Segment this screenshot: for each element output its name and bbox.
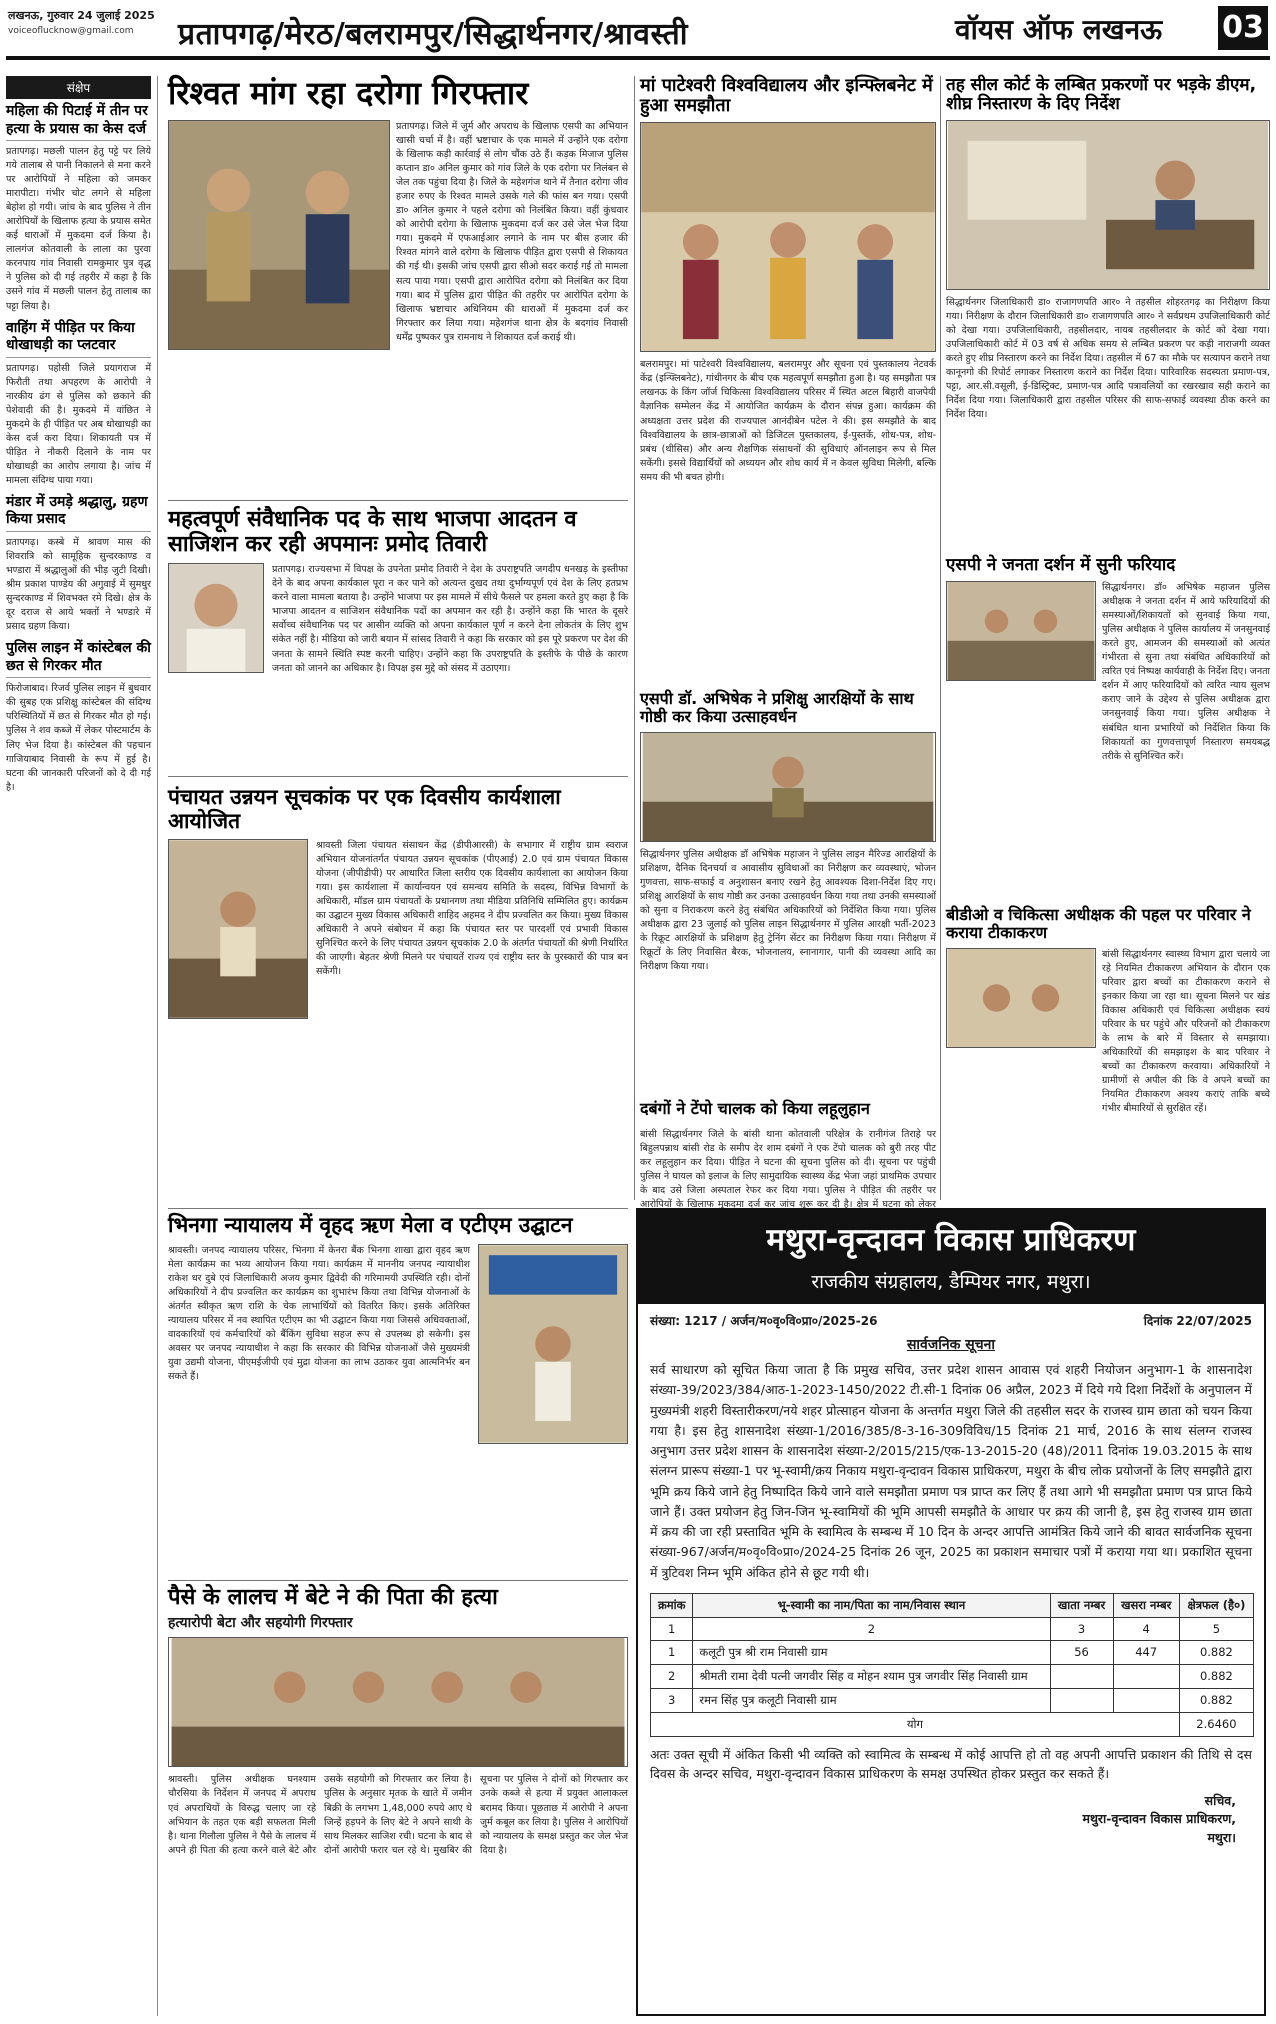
sidebar-headline: वाहिंग में पीड़ित पर किया धोखाधड़ी का प्लटवार xyxy=(6,320,151,358)
sidebar-item xyxy=(6,103,151,314)
table-cell: 1 xyxy=(651,1640,693,1664)
sp-meeting-photo xyxy=(640,732,936,842)
workshop-photo xyxy=(168,839,308,1019)
land-table xyxy=(650,1593,1254,1737)
photo-placeholder xyxy=(641,123,935,351)
public-notice xyxy=(636,1208,1266,2016)
table-cell: 2 xyxy=(693,1617,1050,1640)
sidebar-headline: मंडार में उमड़े श्रद्धालु, ग्रहण किया प्रसाद xyxy=(6,494,151,532)
vaccination-photo xyxy=(946,948,1096,1048)
article-bribe-body-col xyxy=(396,120,628,496)
article-headline: एसपी ने जनता दर्शन में सुनी फरियाद xyxy=(946,555,1176,575)
sidebar-item xyxy=(6,494,151,634)
table-cell xyxy=(1113,1688,1179,1712)
article-headline: मां पाटेश्वरी विश्वविद्यालय और इन्फ्लिबनेट में हुआ समझौता xyxy=(640,75,933,117)
table-row xyxy=(651,1640,1254,1664)
total-value: 2.6460 xyxy=(1179,1712,1253,1736)
photo-placeholder xyxy=(169,840,307,1018)
sidebar-body: फिरोजाबाद। रिजर्व पुलिस लाइन में बुधवार की सुबह एक प्रशिक्षु कांस्टेबल की संदिग्ध परिस्थितियों में छत से गिरकर मौत हो गई। पुलिस ने शव कब्जे में लेकर पोस्टमार्टम के लिए भेज दिया है। कांस्टेबल की पहचान गाजियाबाद निवासी के रूप में हुई है। घटना की जानकारी परिजनों को दे दी गई है। xyxy=(6,683,151,793)
article-body: बलरामपुर। मां पाटेश्वरी विश्वविद्यालय, बलरामपुर और सूचना एवं पुस्तकालय नेटवर्क केंद्र (इन्फ्लिबनेट), गांधीनगर के बीच एक महत्वपूर्ण समझौता हुआ है। यह समझौता पत्र लखनऊ के किंग जॉर्ज चिकित्सा विश्वविद्यालय परिसर में स्थित अटल बिहारी वाजपेयी वैज्ञानिक सम्मेलन केंद्र में आयोजित कार्यक्रम के दौरान संपन्न हुआ। कार्यक्रम की अध्यक्षता उत्तर प्रदेश की राज्यपाल आनंदीबेन पटेल ने की। इस समझौते के बाद विश्वविद्यालय के छात्र-छात्राओं को डिजिटल पुस्तकालय, ई-पुस्तकें, शोध-पत्र, शोध-प्रबंध (थीसिस) और अन्य शैक्षणिक संसाधनों की सुविधाएं ऑनलाइन रूप से मिल सकेंगी। इससे विद्यार्थियों को अध्ययन और शोध कार्य में न केवल सुविधा मिलेगी, बल्कि समय की भी बचत होगी। xyxy=(640,359,936,483)
article-body: सिद्धार्थनगर जिलाधिकारी डा० राजागणपति आर० ने तहसील शोहरतगढ़ का निरीक्षण किया गया। निरीक्षण के दौरान जिलाधिकारी डा० राजागणपति आर० ने सर्वप्रथम उपजिलाधिकारी कोर्ट को देखा गया। उपजिलाधिकारी, तहसीलदार, नायब तहसीलदार के कोर्ट को देखा गया। उपजिलाधिकारी कोर्ट में 03 वर्ष से अधिक समय से लम्बित प्रकरण पर कड़ी नाराजगी व्यक्त करते हुए शीघ्र निस्तारण करने का निर्देश दिया। तहसील में 67 का मौके पर सत्यापन कराने तथा कानूनगो की रिपोर्ट लगाकर निस्तारण कराने का निर्देश दिया। पारिवारिक सदस्यता प्रमाण-पत्र, पट्टा, आर.सी.वसूली, ई-डिस्ट्रिक्ट, प्रमाण-पत्र आदि पत्रावलियों का रखरखाव सही कराने का निर्देश दिया गया। जिलाधिकारी द्वारा तहसील परिसर की साफ-सफाई व्यवस्था ठीक करने का निर्देश दिया। xyxy=(946,297,1270,421)
university-mou-photo xyxy=(640,122,936,352)
sidebar-headline: महिला की पिटाई में तीन पर हत्या के प्रयास का केस दर्ज xyxy=(6,103,151,141)
sign-org: मथुरा-वृन्दावन विकास प्राधिकरण, xyxy=(1082,1811,1236,1827)
header-cell: खाता नम्बर xyxy=(1050,1593,1113,1617)
pramod-tiwari-photo xyxy=(168,563,264,673)
photo-placeholder xyxy=(169,1638,627,1766)
table-cell: 2 xyxy=(651,1664,693,1688)
notice-signature xyxy=(638,1784,1264,1848)
notice-footer: अतः उक्त सूची में अंकित किसी भी व्यक्ति को स्वामित्व के सम्बन्ध में कोई आपत्ति हो तो वह अपनी आपत्ति प्रकाशन की तिथि से दस दिवस के अन्दर सचिव, मथुरा-वृन्दावन विकास प्राधिकरण के समक्ष उपस्थित होकर प्रस्तुत कर सकते हैं। xyxy=(650,1746,1252,1782)
table-cell: 3 xyxy=(1050,1617,1113,1640)
photo-placeholder xyxy=(947,121,1269,289)
article-headline: पंचायत उन्नयन सूचकांक पर एक दिवसीय कार्यशाला आयोजित xyxy=(168,785,561,833)
table-cell: 4 xyxy=(1113,1617,1179,1640)
header-cell: खसरा नम्बर xyxy=(1113,1593,1179,1617)
table-row xyxy=(651,1617,1254,1640)
issue-date: लखनऊ, गुरुवार 24 जुलाई 2025 xyxy=(8,9,155,22)
article-headline: भिनगा न्यायालय में वृहद ऋण मेला व एटीएम उद्घाटन xyxy=(168,1213,573,1237)
sidebar-tag: संक्षेप xyxy=(6,76,151,99)
article-courts xyxy=(946,76,1270,546)
page-number: 03 xyxy=(1218,6,1268,50)
brief-news-sidebar xyxy=(6,76,158,2016)
notice-meta xyxy=(638,1304,1264,1331)
notice-title: सार्वजनिक सूचना xyxy=(906,1337,996,1353)
table-cell xyxy=(1050,1664,1113,1688)
photo-placeholder xyxy=(947,949,1095,1047)
article-subhead: हत्यारोपी बेटा और सहयोगी गिरफ्तार xyxy=(168,1614,353,1631)
table-cell: 447 xyxy=(1113,1640,1179,1664)
header-cell: क्रमांक xyxy=(651,1593,693,1617)
article-headline: दबंगों ने टेंपो चालक को किया लहूलुहान xyxy=(640,1099,870,1118)
table-cell: 5 xyxy=(1179,1617,1253,1640)
accused-arrest-photo xyxy=(168,1637,628,1767)
header-cell: क्षेत्रफल (है०) xyxy=(1179,1593,1253,1617)
article-body: श्रावस्ती। पुलिस अधीक्षक घनश्याम चौरसिया के निर्देशन में जनपद में अपराध एवं अपराधियों के विरुद्ध चलाए जा रहे अभियान के तहत एक बड़ी सफलता मिली है। थाना गिलौला पुलिस ने पैसे के लालच में अपने ही पिता की हत्या करने वाले बेटे और उसके सहयोगी को गिरफ्तार कर लिया है। पुलिस के अनुसार मृतक के खाते में जमीन बिक्री के लगभग 1,48,000 रुपये आए थे जिन्हें हड़पने के लिए बेटे ने अपने साथी के साथ मिलकर साजिश रची। घटना के बाद से दोनों आरोपी फरार चल रहे थे। मुखबिर की सूचना पर पुलिस ने दोनों को गिरफ्तार कर उनके कब्जे से हत्या में प्रयुक्त आलाकत्ल बरामद किया। पूछताछ में आरोपी ने अपना जुर्म कबूल कर लिया है। पुलिस ने आरोपियों को न्यायालय के समक्ष प्रस्तुत कर जेल भेज दिया है। xyxy=(168,1774,628,1856)
table-cell xyxy=(1113,1664,1179,1688)
notice-body: सर्व साधारण को सूचित किया जाता है कि प्रमुख सचिव, उत्तर प्रदेश शासन आवास एवं शहरी नियोजन अनुभाग-1 के शासनादेश संख्या-39/2023/384/आठ-1-2023-1450/2022 टी.सी-1 दिनांक 06 अप्रैल, 2023 में दिये गये दिशा निर्देशों के अनुपालन में मुख्यमंत्री शहरी विस्तारीकरण/नये शहर प्रोत्साहन योजना के अन्तर्गत मथुरा जिले की तहसील सदर के राजस्व ग्राम छाता को चयन किया गया है। इस हेतु शासनादेश संख्या-1/2016/385/8-3-16-309विविध/15 दिनांक 21 मार्च, 2016 के साथ संलग्न राजस्व अनुभाग उत्तर प्रदेश शासन के शासनादेश संख्या-2/2015/215/एक-13-2015-20 (48)/2011 दिनांक 19.03.2015 के साथ संलग्न प्रारूप संख्या-1 पर भू-स्वामी/क्रय निकाय मथुरा-वृन्दावन विकास प्राधिकरण, मथुरा के बीच लोक प्रयोजनों के लिए समझौते द्वारा भूमि क्रय किये जाने हेतु निष्पादित किये जाने वाले समझौता प्रमाण पत्र प्राप्त कर लिए हैं तथा आगे भी समझौता प्रमाण पत्र प्राप्त किये जाने हैं। उक्त प्रयोजन हेतु जिन-जिन भू-स्वामियों की भूमि आपसी समझौते के आधार पर क्रय की जानी है, इस हेतु राजस्व ग्राम छाता में क्रय की जा रही प्रस्तावित भूमि के स्वामित्व के सम्बन्ध में 10 दिन के अन्दर आपत्ति आमंत्रित किये जाने की बावत सार्वजनिक सूचना संख्या-967/अर्जन/म०वृ०वि०प्रा०/2024-25 दिनांक 26 जून, 2025 का प्रकाशन समाचार पत्रों में कराया गया था। प्रकाशित सूचना में त्रुटिवश निम्न भूमि अंकित होने से छूट गयी थी। xyxy=(650,1362,1252,1580)
sidebar-body: प्रतापगढ़। मछली पालन हेतु पट्टे पर लिये गये तालाब से पानी निकालने से मना करने पर आरोपियों ने महिला को जमकर मारापीटा। गंभीर चोट लगने से महिला बेहोश हो गयी। जांच के बाद पुलिस ने तीन आरोपियों के खिलाफ हत्या के प्रयास समेत कई धाराओं में मुकदमा दर्ज किया है। लालगंज कोतवाली के लाला का पुरवा करनपाय गांव निवासी रामकुमार पुत्र वृद्ध ने पुलिस को दी गई तहरीर में कहा है कि उसने गांव में मछली पालन हेतु तालाब का पट्टा लिया है। xyxy=(6,146,151,312)
dm-inspection-photo xyxy=(946,120,1270,290)
masthead xyxy=(0,0,1276,62)
table-cell: श्रीमती रामा देवी पत्नी जगवीर सिंह व मोहन श्याम पुत्र जगवीर सिंह निवासी ग्राम xyxy=(693,1664,1050,1688)
article-body: सिद्धार्थनगर। डॉ० अभिषेक महाजन पुलिस अधीक्षक ने जनता दर्शन में आये फरियादियों की समस्याओं/शिकायतों को सुनवाई किया गया, पुलिस अधीक्षक ने पुलिस कार्यालय में जनसुनवाई करते हुए, आमजन की समस्याओं को अत्यंत गंभीरता से सुना तथा संबंधित अधिकारियों को त्वरित एवं निष्पक्ष कार्यवाही के निर्देश दिए। जनता दर्शन में आए फरियादियों को त्वरित न्याय सुलभ कराए जाने के उद्देश्य से पुलिस अधीक्षक द्वारा जनसुनवाई किया गया। पुलिस अधीक्षक ने संबंधित थाना प्रभारियों को निर्देशित किया कि शिकायतों का गुणवत्तापूर्ण निस्तारण समयबद्ध तरीके से सुनिश्चित करें। xyxy=(1102,582,1270,762)
table-cell: 0.882 xyxy=(1179,1688,1253,1712)
contact-email: voiceoflucknow@gmail.com xyxy=(8,26,134,36)
article-body: श्रावस्ती। जनपद न्यायालय परिसर, भिनगा में केनरा बैंक भिनगा शाखा द्वारा वृहद ऋण मेला कार्यक्रम का भव्य आयोजन किया गया। कार्यक्रम में माननीय जनपद न्यायाधीश राकेश धर दुबे एवं जिलाधिकारी अजय कुमार द्विवेदी की गरिमामयी उपस्थिति रही। दोनों अधिकारियों ने दीप प्रज्वलित कर कार्यक्रम का शुभारंभ किया तथा विभिन्न योजनाओं के अंतर्गत स्वीकृत ऋण राशि के चेक लाभार्थियों को वितरित किए। इसके अतिरिक्त न्यायालय परिसर में नव स्थापित एटीएम का भी उद्घाटन किया गया जिससे अधिवक्ताओं, वादकारियों एवं कर्मचारियों को बैंकिंग सुविधा सहज रूप से उपलब्ध हो सकेगी। इस अवसर पर जनपद न्यायाधीश ने कहा कि सरकार की विभिन्न योजनाओं जैसे मुख्यमंत्री युवा उद्यमी योजना, पीएमईजीपी एवं मुद्रा योजना का लाभ उठाकर युवा आत्मनिर्भर बन सकते हैं। xyxy=(168,1244,470,1382)
photo-placeholder xyxy=(169,564,263,672)
article-body: बांसी सिद्धार्थनगर स्वास्थ्य विभाग द्वारा चलाये जा रहे नियमित टीकाकरण अभियान के दौरान एक परिवार द्वारा बच्चों का टीकाकरण कराने से इनकार किया जा रहा था। सूचना मिलने पर खंड विकास अधिकारी एवं चिकित्सा अधीक्षक स्वयं परिवार के घर पहुंचे और परिजनों को टीकाकरण के लाभ के बारे में विस्तार से समझाया। अधिकारियों की समझाइश के बाद परिवार ने बच्चों का टीकाकरण करवाया। अधिकारियों ने ग्रामीणों से अपील की कि वे अपने बच्चों का नियमित टीकाकरण अवश्य कराएं ताकि बच्चे गंभीर बीमारियों से सुरक्षित रहें। xyxy=(1102,948,1270,1115)
article-body: प्रतापगढ़। राज्यसभा में विपक्ष के उपनेता प्रमोद तिवारी ने देश के उपराष्ट्रपति जगदीप धनखड़ के इस्तीफा देने के बाद अपना कार्यकाल पूरा न कर पाने को अत्यन्त दुखद तथा दुर्भाग्यपूर्ण एवं देश के लिए हतप्रभ करने वाला मामला बताया है। उन्होंने भाजपा पर इस मामले में सीधे फैसले पर हमला करते हुए कहा है कि भाजपा आदतन व साजिशन संवैधानिक पदों का अपमान कर रही है। उन्होंने कहा कि भारत के दूसरे सर्वोच्च संवैधानिक पद पर आसीन व्यक्ति को अपना कार्यकाल पूर्ण न करने देना लोकतंत्र के लिए शुभ संकेत नहीं है। मीडिया को जारी बयान में सांसद तिवारी ने कहा कि सरकार को इस पूरे प्रकरण पर देश की जनता के सामने स्थिति स्पष्ट करनी चाहिए। उन्होंने कहा कि उपराष्ट्रपति के इस्तीफे के पीछे के कारण जनता को जानने का अधिकार है। विपक्ष इस मुद्दे को संसद में उठाएगा। xyxy=(272,564,628,674)
divider xyxy=(168,1580,628,1581)
sidebar-item xyxy=(6,320,151,488)
table-cell: रमन सिंह पुत्र कलूटी निवासी ग्राम xyxy=(693,1688,1050,1712)
article-headline: तह सील कोर्ट के लम्बित प्रकरणों पर भड़के डीएम, शीघ्र निस्तारण के दिए निर्देश xyxy=(946,75,1257,115)
table-cell: 1 xyxy=(651,1617,693,1640)
table-cell: 56 xyxy=(1050,1640,1113,1664)
table-cell: 0.882 xyxy=(1179,1664,1253,1688)
sidebar-body: प्रतापगढ़। कस्बे में श्रावण मास की शिवरात्रि को सामूहिक सुन्दरकाण्ड व भण्डारा में श्रद्धालुओं की भीड़ जुटी दिखी। श्रीम प्रकाश पाण्डेय की अगुवाई में सुमधुर सुन्दरकाण्ड में शिवभक्त रमे दिखे। क्षेत्र के दूर दराज से आये भक्तों ने भण्डारे में प्रसाद ग्रहण किया। xyxy=(6,536,151,633)
table-cell: कलूटी पुत्र श्री राम निवासी ग्राम xyxy=(693,1640,1050,1664)
total-label: योग xyxy=(651,1712,1180,1736)
article-headline: पैसे के लालच में बेटे ने की पिता की हत्या xyxy=(168,1585,498,1610)
article-dabang xyxy=(640,1128,936,1211)
article-vaccination xyxy=(946,906,1270,1200)
notice-address: राजकीय संग्रहालय, डैम्पियर नगर, मथुरा। xyxy=(638,1266,1264,1304)
divider xyxy=(168,500,628,501)
sidebar-headline: पुलिस लाइन में कांस्टेबल की छत से गिरकर मौत xyxy=(6,640,151,678)
article-body: प्रतापगढ़। जिले में जुर्म और अपराध के खिलाफ एसपी का अभियान खासी चर्चा में है। वहीं भ्रष्टाचार के एक मामले में उन्होंने एक दरोगा के खिलाफ कड़ी कार्रवाई से लोग चौंक उठे हैं। कड़क मिजाज पुलिस कप्तान डा० अनिल कुमार को गांव जिले के एक दरोगा पर निलंबन से जेल तक पहुंचा दिया है। जिले के महेशगंज थाने में तैनात दरोगा जीव हजार रुपए के रिश्वत मामले उसके गले की फांस बन गया। एसपी डा० अनिल कुमार ने पहले दरोगा को निलंबित किया। वहीं कुंधवार को आरोपी दरोगा के खिलाफ मुकदमा दर्ज कर उसे जेल भेज दिया गया। मुकदमे में एफआईआर लगाने के नाम पर बीस हजार की रिश्वत मांगने वाले दरोगा के खिलाफ पीड़ित द्वारा एसपी से शिकायत की गई थी। इसकी जांच एसपी द्वारा सीओ सदर कराई गई तो मामला सत्य पाया गया। एसपी द्वारा आरोपित दरोगा को निलंबित कर दिया गया। बाद में पुलिस द्वारा पीड़ित की तहरीर पर आरोपित दरोगा के खिलाफ भ्रष्टाचार अधिनियम की धाराओं में मुकदमा दर्ज कर गिरफ्तार कर लिया गया। महेशगंज थाना क्षेत्र के बदगांव निवासी धर्मेंद्र पुष्पकर पुत्र रामनाथ ने शिकायत दर्ज कराई थी। xyxy=(396,121,628,343)
article-headline: एसपी डॉ. अभिषेक ने प्रशिक्षु आरक्षियों के साथ गोष्ठी कर किया उत्साहवर्धन xyxy=(640,689,914,726)
sidebar-item xyxy=(6,640,151,794)
photo-placeholder xyxy=(947,582,1095,680)
sidebar-body: प्रतापगढ़। पहोसी जिले प्रयागराज में फिरौती तथा अपहरण के आरोपी ने नारकीय ढंग से पुलिस को छकाने की पेशेवादी की है। मुकदमे में वांछित ने मुकदमे के ही पीड़ित पर अब धोखाधड़ी का केस दर्ज करा दिया। शिकायती पत्र में पीड़ित ने नौकरी दिलाने के नाम पर धोखाधड़ी का आरोप लगाया है। जांच में मामला संदिग्ध पाया गया। xyxy=(6,362,151,486)
photo-placeholder xyxy=(479,1245,627,1443)
article-headline: बीडीओ व चिकित्सा अधीक्षक की पहल पर परिवार ने कराया टीकाकरण xyxy=(946,905,1251,942)
header-cell: भू-स्वामी का नाम/पिता का नाम/निवास स्थान xyxy=(693,1593,1050,1617)
janata-darshan-photo xyxy=(946,581,1096,681)
loan-fair-photo xyxy=(478,1244,628,1444)
table-cell: 3 xyxy=(651,1688,693,1712)
notice-authority: मथुरा-वृन्दावन विकास प्राधिकरण xyxy=(638,1210,1264,1266)
table-cell xyxy=(1050,1688,1113,1712)
photo-placeholder xyxy=(169,121,389,349)
column-divider xyxy=(634,76,635,1200)
newspaper-brand: वॉयस ऑफ लखनऊ xyxy=(955,13,1163,46)
notice-date: दिनांक 22/07/2025 xyxy=(1143,1314,1252,1328)
edition-cities: प्रतापगढ़/मेरठ/बलरामपुर/सिद्धार्थनगर/श्रावस्ती xyxy=(178,17,688,52)
article-janata-darshan xyxy=(946,556,1270,896)
masthead-rule xyxy=(6,56,1270,60)
article-body: सिद्धार्थनगर पुलिस अधीक्षक डॉ अभिषेक महाजन ने पुलिस लाइन मैरिज्ड आरक्षियों के प्रशिक्षण, दैनिक दिनचर्या व आवासीय सुविधाओं का निरीक्षण कर व्यवस्थाएं, भोजन गुणवत्ता, साफ-सफाई व अनुशासन बनाए रखने हेतु आवश्यक दिशा-निर्देश दिए गए। प्रशिक्षु आरक्षियों के साथ गोष्ठी कर उनका उत्साहवर्धन किया गया तथा उनकी समस्याओं को सुना व निराकरण करने हेतु संबंधित अधिकारियों को निर्देशित किया गया। पुलिस अधीक्षक द्वारा 23 जुलाई को पुलिस लाइन सिद्धार्थनगर में पुलिस आरक्षी भर्ती-2023 के रिक्रूट आरक्षियों के प्रशिक्षण हेतु ट्रेनिंग सेंटर का निरीक्षण किया गया। निरीक्षण में रिक्रूटों के लिए निवासित बैरक, भोजनालय, स्नानागार, पानी की व्यवस्था आदि का निरीक्षण किया गया। xyxy=(640,848,936,973)
table-total-row xyxy=(651,1712,1254,1736)
table-row xyxy=(651,1688,1254,1712)
photo-placeholder xyxy=(641,733,935,841)
article-body: श्रावस्ती जिला पंचायत संसाधन केंद्र (डीपीआरसी) के सभागार में राष्ट्रीय ग्राम स्वराज अभियान योजनांतर्गत पंचायत उन्नयन सूचकांक (पीएआई) 2.0 एवं ग्राम पंचायत विकास योजना (जीपीडीपी) पर आधारित जिला स्तरीय एक दिवसीय कार्यशाला का आयोजन किया गया। इस कार्यशाला में कार्यान्वयन एवं समन्वय समिति के सदस्य, विभिन्न विभागों के अधिकारी, मॉडल ग्राम पंचायतों के प्रधानगण तथा मीडिया प्रतिनिधि सम्मिलित हुए। कार्यक्रम का उद्घाटन मुख्य विकास अधिकारी शाहिद अहमद ने दीप प्रज्वलित कर किया। मुख्य विकास अधिकारी ने अपने संबोधन में कहा कि पंचायत स्तर पर पारदर्शी एवं प्रभावी विकास सुनिश्चित करने के लिए पंचायत उन्नयन सूचकांक 2.0 के अंतर्गत पंचायतों की श्रेणी निर्धारित की जाएगी। बेहतर श्रेणी मिलने पर पंचायतें राज्य एवं राष्ट्रीय स्तर के पुरस्कारों की पात्र बन सकेंगी। xyxy=(316,840,628,978)
sign-city: मथुरा। xyxy=(1207,1830,1236,1845)
divider xyxy=(168,1208,628,1209)
column-divider xyxy=(940,76,941,1200)
sign-role: सचिव, xyxy=(1204,1792,1236,1808)
table-header-row xyxy=(651,1593,1254,1617)
divider xyxy=(168,776,628,777)
table-cell: 0.882 xyxy=(1179,1640,1253,1664)
article-body: बांसी सिद्धार्थनगर जिले के बांसी थाना कोतवाली परिक्षेत्र के रानीगंज तिराहे पर बिहुलपन्नाथ बांसी रोड के समीप देर शाम दबंगों ने एक टेंपो चालक को बुरी तरह पीट कर लहूलुहान कर दिया। पीड़ित ने घटना की सूचना पुलिस को दी। सूचना पर पहुंची पुलिस ने घायल को इलाज के लिए सामुदायिक स्वास्थ्य केंद्र भेजा जहां प्राथमिक उपचार के बाद उसे जिला अस्पताल रेफर कर दिया गया। पुलिस ने पीड़ित की तहरीर पर आरोपियों के खिलाफ मुकदमा दर्ज कर जांच शुरू कर दी है। क्षेत्र में घटना को लेकर xyxy=(640,1129,936,1211)
article-university xyxy=(640,76,936,686)
article-sp-meeting xyxy=(640,690,936,1095)
table-row xyxy=(651,1664,1254,1688)
article-panchayat xyxy=(168,786,628,1206)
article-loan-fair xyxy=(168,1214,628,1574)
notice-ref: संख्या: 1217 / अर्जन/म०वृ०वि०प्रा०/2025-26 xyxy=(650,1314,878,1328)
article-murder xyxy=(168,1586,628,2016)
article-headline: महत्वपूर्ण संवैधानिक पद के साथ भाजपा आदतन व साजिशन कर रही अपमानः प्रमोद तिवारी xyxy=(168,507,577,557)
article-tiwari xyxy=(168,508,628,768)
police-arrest-photo xyxy=(168,120,390,350)
article-headline: रिश्वत मांग रहा दरोगा गिरफ्तार xyxy=(168,74,529,112)
